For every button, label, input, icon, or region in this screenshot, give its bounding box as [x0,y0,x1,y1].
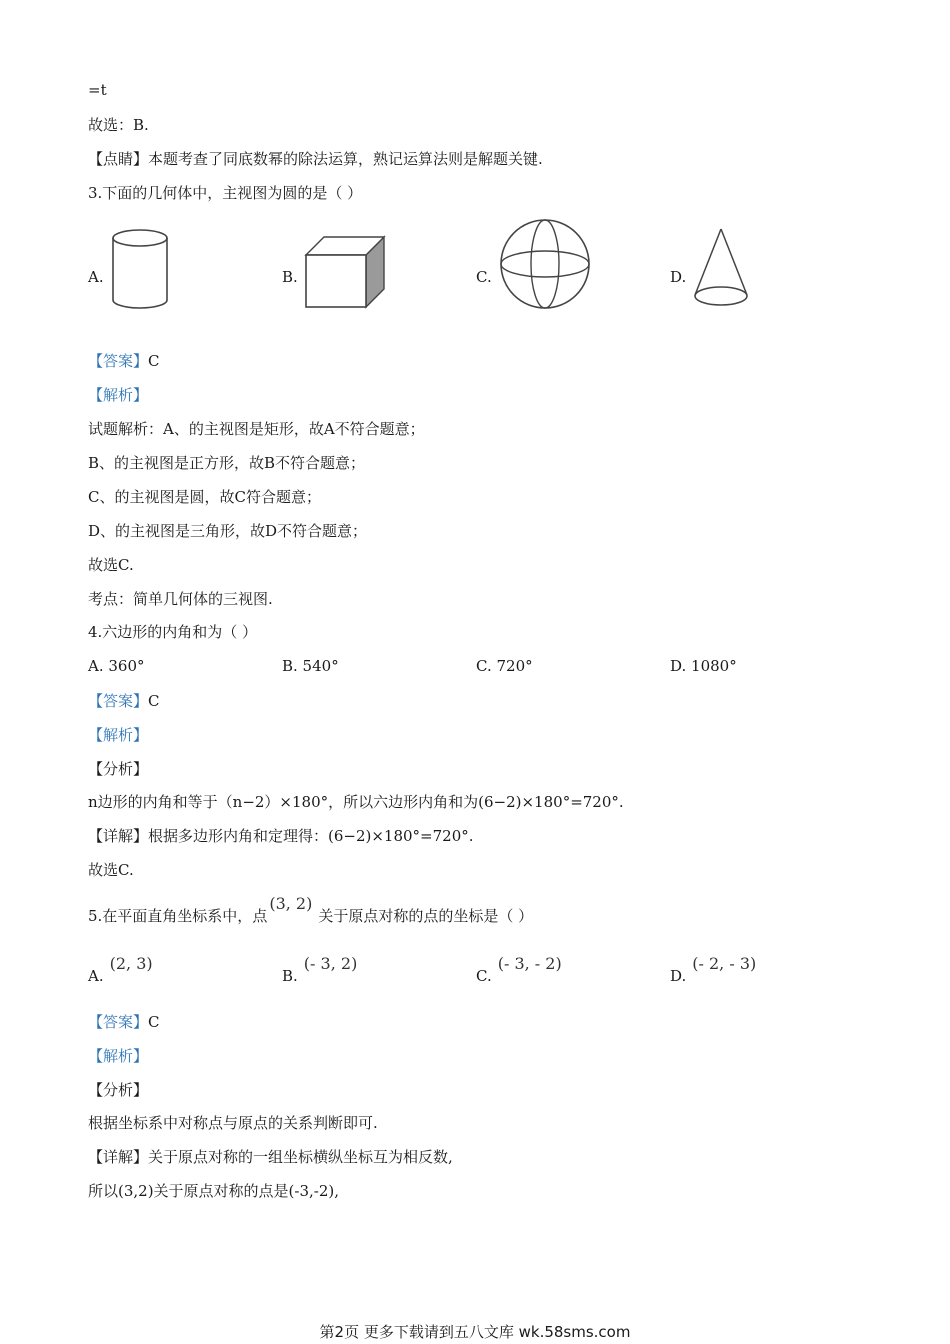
q3-analysis-a: 试题解析：A、的主视图是矩形，故A不符合题意； [88,420,425,438]
option-label: D. [670,967,687,985]
q5-option-d [670,954,757,986]
option-value: (- 3, 2) [303,954,358,973]
q3-option-b-label: B. [282,268,298,286]
question-3: 3.下面的几何体中，主视图为圆的是（ ） [88,184,363,202]
q5-fenxi-text: 根据坐标系中对称点与原点的关系判断即可. [88,1114,378,1132]
option-label: B. [282,967,298,985]
q3-option-a-label: A. [88,268,104,286]
q3-option-c-label: C. [476,268,492,286]
q3-answer [88,351,160,371]
question-5-prefix: 5.在平面直角坐标系中，点 [88,907,268,925]
q5-detail: 【详解】关于原点对称的一组坐标横纵坐标互为相反数, [88,1148,453,1166]
q3-analysis-c: C、的主视图是圆，故C符合题意； [88,488,321,506]
answer-tag: 【答案】 [88,1013,149,1031]
page-footer: 第2页 更多下载请到五八文库 wk.58sms.com [319,1323,631,1341]
q3-analysis-b: B、的主视图是正方形，故B不符合题意； [88,454,366,472]
q4-option-a: A. 360° [88,657,145,675]
q4-conclusion: 故选C. [88,861,134,879]
q4-analysis-tag: 【解析】 [88,726,149,744]
q3-analysis-tag: 【解析】 [88,386,149,404]
q4-detail: 【详解】根据多边形内角和定理得：(6−2)×180°=720°. [88,827,474,845]
sphere-icon [498,217,592,311]
q5-answer [88,1012,160,1032]
q4-option-d: D. 1080° [670,657,737,675]
option-label: A. [88,967,104,985]
question-5-suffix: 关于原点对称的点的坐标是（ ） [318,907,534,925]
q5-option-b [282,954,358,986]
answer-tag: 【答案】 [88,692,149,710]
q5-analysis-tag: 【解析】 [88,1047,149,1065]
q5-option-a [88,954,153,986]
q4-fenxi-tag: 【分析】 [88,760,149,778]
q3-analysis-d: D、的主视图是三角形，故D不符合题意； [88,522,368,540]
q3-option-d-label: D. [670,268,687,286]
q5-fenxi-tag: 【分析】 [88,1081,149,1099]
cylinder-icon [108,227,172,311]
q4-fenxi-text: n边形的内角和等于（n−2）×180°，所以六边形内角和为(6−2)×180°=720°. [88,793,624,811]
q4-option-c: C. 720° [476,657,533,675]
q5-option-c [476,954,562,986]
answer-value: C [148,692,160,710]
option-label: C. [476,967,492,985]
answer-tag: 【答案】 [88,352,149,370]
comment-line: 【点睛】本题考查了同底数幂的除法运算，熟记运算法则是解题关键. [88,150,543,168]
option-value: (2, 3) [109,954,153,973]
answer-value: C [148,1013,160,1031]
question-5 [88,894,534,926]
q3-conclusion: 故选C. [88,556,134,574]
option-value: (- 2, - 3) [692,954,757,973]
q3-knowledge-point: 考点：简单几何体的三视图. [88,590,273,608]
q4-answer [88,691,160,711]
cone-icon [690,225,752,311]
answer-value: C [148,352,160,370]
q4-option-b: B. 540° [282,657,339,675]
cube-icon [302,234,388,312]
equation-line: =t [88,81,107,99]
conclusion-line: 故选：B. [88,116,149,134]
question-5-point: (3, 2) [269,894,313,913]
question-4: 4.六边形的内角和为（ ） [88,623,258,641]
option-value: (- 3, - 2) [497,954,562,973]
q5-result: 所以(3,2)关于原点对称的点是(-3,-2), [88,1182,340,1200]
